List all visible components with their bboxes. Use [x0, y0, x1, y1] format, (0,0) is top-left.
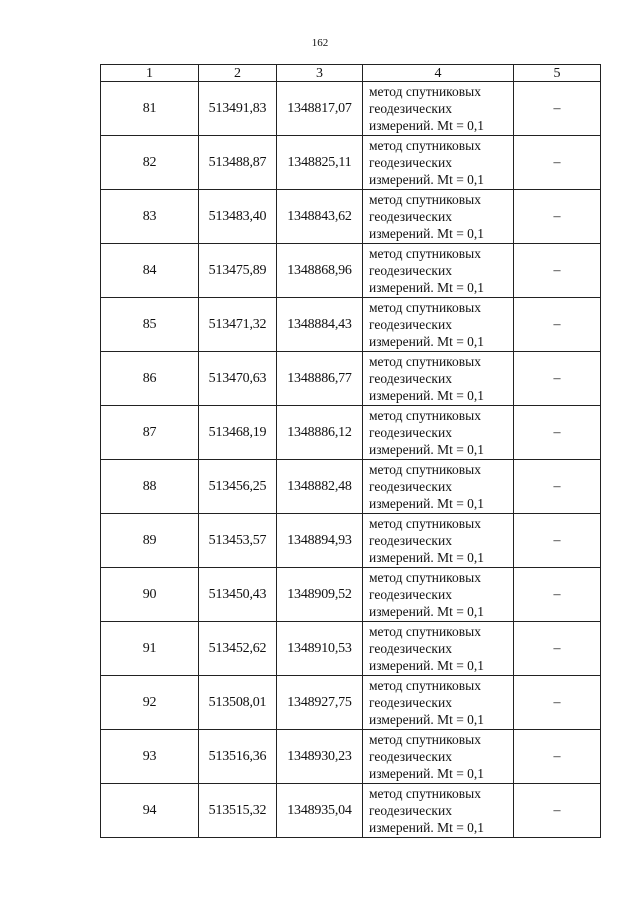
point-number-cell: 94	[101, 784, 199, 838]
x-coordinate-cell: 513453,57	[199, 514, 277, 568]
y-coordinate-cell: 1348930,23	[277, 730, 363, 784]
method-line: метод спутниковых	[369, 462, 481, 477]
method-line: измерений. Mt = 0,1	[369, 334, 485, 349]
x-coordinate-cell: 513450,43	[199, 568, 277, 622]
x-coordinate-cell: 513483,40	[199, 190, 277, 244]
x-coordinate-cell: 513516,36	[199, 730, 277, 784]
method-line: геодезических	[369, 155, 452, 170]
table-header	[101, 65, 601, 82]
note-cell: –	[514, 406, 601, 460]
method-line: метод спутниковых	[369, 624, 481, 639]
column-header-3: 3	[277, 65, 363, 82]
method-line: измерений. Mt = 0,1	[369, 280, 485, 295]
method-line: измерений. Mt = 0,1	[369, 442, 485, 457]
table-row	[101, 622, 601, 676]
method-line: измерений. Mt = 0,1	[369, 604, 485, 619]
point-number-cell: 81	[101, 82, 199, 136]
method-line: геодезических	[369, 209, 452, 224]
method-line: измерений. Mt = 0,1	[369, 172, 485, 187]
method-cell	[363, 190, 514, 244]
point-number-cell: 84	[101, 244, 199, 298]
table-body	[101, 82, 601, 838]
x-coordinate-cell: 513491,83	[199, 82, 277, 136]
column-header-1: 1	[101, 65, 199, 82]
method-line: измерений. Mt = 0,1	[369, 226, 485, 241]
x-coordinate-cell: 513508,01	[199, 676, 277, 730]
method-line: геодезических	[369, 371, 452, 386]
method-cell	[363, 514, 514, 568]
method-line: метод спутниковых	[369, 84, 481, 99]
method-line: метод спутниковых	[369, 246, 481, 261]
note-cell: –	[514, 82, 601, 136]
y-coordinate-cell: 1348882,48	[277, 460, 363, 514]
point-number-cell: 91	[101, 622, 199, 676]
method-line: геодезических	[369, 587, 452, 602]
method-line: геодезических	[369, 749, 452, 764]
method-line: метод спутниковых	[369, 786, 481, 801]
method-cell	[363, 136, 514, 190]
method-cell	[363, 622, 514, 676]
y-coordinate-cell: 1348884,43	[277, 298, 363, 352]
x-coordinate-cell: 513470,63	[199, 352, 277, 406]
x-coordinate-cell: 513515,32	[199, 784, 277, 838]
method-line: геодезических	[369, 317, 452, 332]
method-cell	[363, 460, 514, 514]
note-cell: –	[514, 622, 601, 676]
method-line: метод спутниковых	[369, 678, 481, 693]
table-row	[101, 784, 601, 838]
x-coordinate-cell: 513456,25	[199, 460, 277, 514]
method-line: измерений. Mt = 0,1	[369, 658, 485, 673]
point-number-cell: 85	[101, 298, 199, 352]
method-cell	[363, 406, 514, 460]
note-cell: –	[514, 190, 601, 244]
method-cell	[363, 730, 514, 784]
point-number-cell: 88	[101, 460, 199, 514]
method-line: метод спутниковых	[369, 408, 481, 423]
method-line: измерений. Mt = 0,1	[369, 820, 485, 835]
method-line: метод спутниковых	[369, 138, 481, 153]
table-row	[101, 190, 601, 244]
method-line: измерений. Mt = 0,1	[369, 550, 485, 565]
x-coordinate-cell: 513468,19	[199, 406, 277, 460]
method-line: геодезических	[369, 803, 452, 818]
method-line: измерений. Mt = 0,1	[369, 496, 485, 511]
method-cell	[363, 784, 514, 838]
note-cell: –	[514, 514, 601, 568]
method-line: геодезических	[369, 533, 452, 548]
table-row	[101, 460, 601, 514]
method-cell	[363, 298, 514, 352]
point-number-cell: 92	[101, 676, 199, 730]
method-line: геодезических	[369, 641, 452, 656]
method-line: метод спутниковых	[369, 732, 481, 747]
y-coordinate-cell: 1348910,53	[277, 622, 363, 676]
x-coordinate-cell: 513475,89	[199, 244, 277, 298]
column-header-4: 4	[363, 65, 514, 82]
point-number-cell: 90	[101, 568, 199, 622]
point-number-cell: 83	[101, 190, 199, 244]
method-cell	[363, 244, 514, 298]
point-number-cell: 82	[101, 136, 199, 190]
table-row	[101, 352, 601, 406]
note-cell: –	[514, 460, 601, 514]
y-coordinate-cell: 1348886,12	[277, 406, 363, 460]
table-row	[101, 298, 601, 352]
note-cell: –	[514, 244, 601, 298]
method-line: метод спутниковых	[369, 300, 481, 315]
method-line: геодезических	[369, 425, 452, 440]
y-coordinate-cell: 1348843,62	[277, 190, 363, 244]
table-row	[101, 730, 601, 784]
y-coordinate-cell: 1348927,75	[277, 676, 363, 730]
point-number-cell: 89	[101, 514, 199, 568]
table-row	[101, 136, 601, 190]
note-cell: –	[514, 352, 601, 406]
y-coordinate-cell: 1348909,52	[277, 568, 363, 622]
method-line: метод спутниковых	[369, 354, 481, 369]
x-coordinate-cell: 513452,62	[199, 622, 277, 676]
method-line: геодезических	[369, 695, 452, 710]
header-row	[101, 65, 601, 82]
column-header-5: 5	[514, 65, 601, 82]
y-coordinate-cell: 1348868,96	[277, 244, 363, 298]
method-line: метод спутниковых	[369, 570, 481, 585]
method-cell	[363, 82, 514, 136]
table-row	[101, 406, 601, 460]
y-coordinate-cell: 1348825,11	[277, 136, 363, 190]
method-line: метод спутниковых	[369, 516, 481, 531]
table-row	[101, 244, 601, 298]
table-row	[101, 514, 601, 568]
note-cell: –	[514, 136, 601, 190]
method-line: геодезических	[369, 263, 452, 278]
method-cell	[363, 568, 514, 622]
page-number: 162	[311, 37, 329, 49]
coordinates-table	[100, 64, 601, 838]
note-cell: –	[514, 730, 601, 784]
x-coordinate-cell: 513471,32	[199, 298, 277, 352]
table-row	[101, 82, 601, 136]
note-cell: –	[514, 298, 601, 352]
y-coordinate-cell: 1348886,77	[277, 352, 363, 406]
column-header-2: 2	[199, 65, 277, 82]
x-coordinate-cell: 513488,87	[199, 136, 277, 190]
table-row	[101, 676, 601, 730]
y-coordinate-cell: 1348894,93	[277, 514, 363, 568]
method-line: геодезических	[369, 479, 452, 494]
y-coordinate-cell: 1348817,07	[277, 82, 363, 136]
point-number-cell: 86	[101, 352, 199, 406]
method-cell	[363, 676, 514, 730]
method-line: измерений. Mt = 0,1	[369, 712, 485, 727]
method-line: геодезических	[369, 101, 452, 116]
table-row	[101, 568, 601, 622]
note-cell: –	[514, 568, 601, 622]
method-line: измерений. Mt = 0,1	[369, 388, 485, 403]
note-cell: –	[514, 784, 601, 838]
method-line: измерений. Mt = 0,1	[369, 766, 485, 781]
note-cell: –	[514, 676, 601, 730]
point-number-cell: 93	[101, 730, 199, 784]
method-line: метод спутниковых	[369, 192, 481, 207]
point-number-cell: 87	[101, 406, 199, 460]
y-coordinate-cell: 1348935,04	[277, 784, 363, 838]
method-cell	[363, 352, 514, 406]
method-line: измерений. Mt = 0,1	[369, 118, 485, 133]
